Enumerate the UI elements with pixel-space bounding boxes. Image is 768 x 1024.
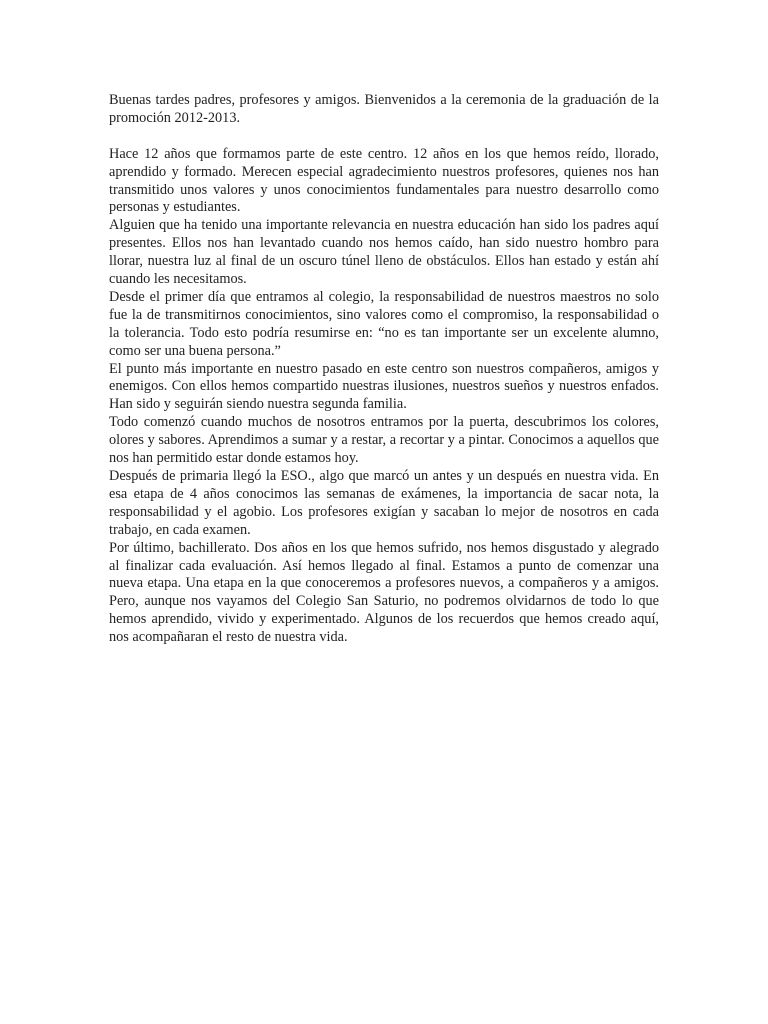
paragraph-years: Hace 12 años que formamos parte de este centro. 12 años en los que hemos reído, llorado, aprendido y formado. Merecen especial agradecimiento nuestros profesores, quienes nos han transmitido unos valores y unos conocimientos fundamentales para nuestro desarrollo como personas y estudiantes. — [109, 145, 659, 216]
paragraph-bachillerato: Por último, bachillerato. Dos años en los que hemos sufrido, nos hemos disgustado y alegrado al finalizar cada evaluación. Así hemos llegado al final. Estamos a punto de comenzar una nueva etapa. Una etapa en la que conoceremos a profesores nuevos, a compañeros y a amigos. Pero, aunque nos vayamos del Colegio San Saturio, no podremos olvidarnos de todo lo que hemos aprendido, vivido y experimentado. Algunos de los recuerdos que hemos creado aquí, nos acompañaran el resto de nuestra vida. — [109, 539, 659, 646]
paragraph-eso: Después de primaria llegó la ESO., algo que marcó un antes y un después en nuestra vida. En esa etapa de 4 años conocimos las semanas de exámenes, la importancia de sacar nota, la responsabilidad y el agobio. Los profesores exigían y sacaban lo mejor de nosotros en cada trabajo, en cada examen. — [109, 468, 659, 538]
paragraph-beginning: Todo comenzó cuando muchos de nosotros entramos por la puerta, descubrimos los colores, olores y sabores. Aprendimos a sumar y a restar, a recortar y a pintar. Conocimos a aquellos que nos han permitido estar donde estamos hoy. — [109, 414, 659, 467]
paragraph-parents: Alguien que ha tenido una importante relevancia en nuestra educación han sido los padres aquí presentes. Ellos nos han levantado cuando nos hemos caído, han sido nuestro hombro para llorar, nuestra luz al final de un oscuro túnel lleno de obstáculos. Ellos han estado y están ahí cuando les necesitamos. — [109, 217, 659, 288]
paragraph-classmates: El punto más importante en nuestro pasado en este centro son nuestros compañeros, amigos y enemigos. Con ellos hemos compartido nuestras ilusiones, nuestros sueños y nuestros enfados. Han sido y seguirán siendo nuestra segunda familia. — [109, 360, 659, 413]
document-page — [109, 92, 659, 647]
paragraph-teachers: Desde el primer día que entramos al colegio, la responsabilidad de nuestros maestros no solo fue la de transmitirnos conocimientos, sino valores como el compromiso, la responsabilidad o la tolerancia. Todo esto podría resumirse en: “no es tan importante ser un excelente alumno, como ser una buena persona.” — [109, 288, 659, 359]
paragraph-greeting: Buenas tardes padres, profesores y amigos. Bienvenidos a la ceremonia de la graduación de la promoción 2012-2013. — [109, 92, 659, 126]
